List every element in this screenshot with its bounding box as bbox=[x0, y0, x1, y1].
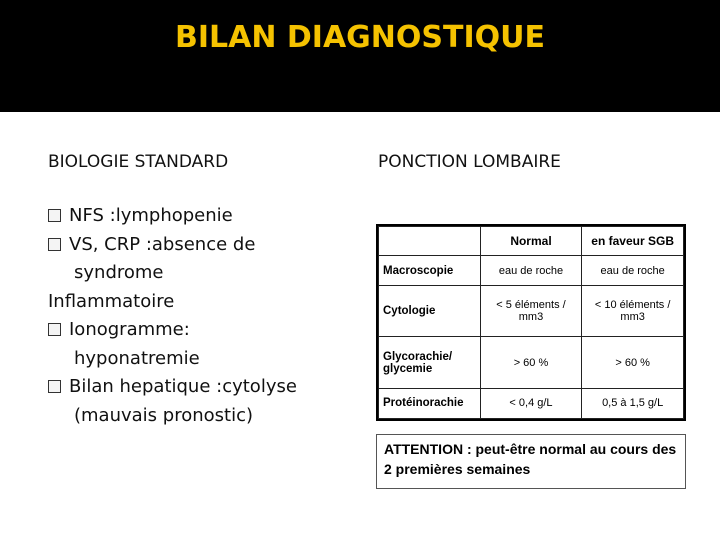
list-item-continuation: Inflammatoire bbox=[48, 290, 175, 312]
table-row bbox=[379, 337, 684, 388]
table-row bbox=[379, 256, 684, 286]
cell-normal: < 0,4 g/L bbox=[480, 388, 582, 418]
table-header-row bbox=[379, 227, 684, 256]
biologie-heading: BIOLOGIE STANDARD bbox=[48, 152, 229, 172]
cell-sgb: eau de roche bbox=[582, 256, 684, 286]
list-item-continuation: hyponatremie bbox=[74, 347, 200, 369]
cell-sgb: > 60 % bbox=[582, 337, 684, 388]
table-row bbox=[379, 388, 684, 418]
biologie-list bbox=[48, 202, 348, 430]
header-sgb: en faveur SGB bbox=[582, 227, 684, 256]
page-title: BILAN DIAGNOSTIQUE bbox=[174, 20, 546, 55]
cell-normal: eau de roche bbox=[480, 256, 582, 286]
bullet-box-icon bbox=[48, 238, 61, 251]
attention-note: ATTENTION : peut-être normal au cours des 2 premières semaines bbox=[376, 434, 686, 489]
table-corner-cell bbox=[379, 227, 481, 256]
ponction-table bbox=[376, 224, 686, 421]
row-label: Glycorachie/ glycemie bbox=[379, 337, 481, 388]
bullet-box-icon bbox=[48, 380, 61, 393]
row-label: Macroscopie bbox=[379, 256, 481, 286]
bullet-box-icon bbox=[48, 323, 61, 336]
bullet-box-icon bbox=[48, 209, 61, 222]
list-item-continuation: syndrome bbox=[74, 262, 164, 283]
list-item: NFS :lymphopenie bbox=[48, 202, 348, 231]
row-label: Protéinorachie bbox=[379, 388, 481, 418]
cell-sgb: < 10 éléments / mm3 bbox=[582, 286, 684, 337]
header-normal: Normal bbox=[480, 227, 582, 256]
title-banner bbox=[0, 0, 720, 112]
row-label: Cytologie bbox=[379, 286, 481, 337]
cell-normal: > 60 % bbox=[480, 337, 582, 388]
list-item-continuation: (mauvais pronostic) bbox=[74, 404, 253, 426]
cell-sgb: 0,5 à 1,5 g/L bbox=[582, 388, 684, 418]
list-item: Bilan hepatique :cytolyse bbox=[48, 373, 348, 402]
table-row bbox=[379, 286, 684, 337]
list-item: VS, CRP :absence de bbox=[48, 231, 348, 260]
ponction-heading: PONCTION LOMBAIRE bbox=[378, 152, 561, 172]
cell-normal: < 5 éléments / mm3 bbox=[480, 286, 582, 337]
list-item: Ionogramme: bbox=[48, 316, 348, 345]
